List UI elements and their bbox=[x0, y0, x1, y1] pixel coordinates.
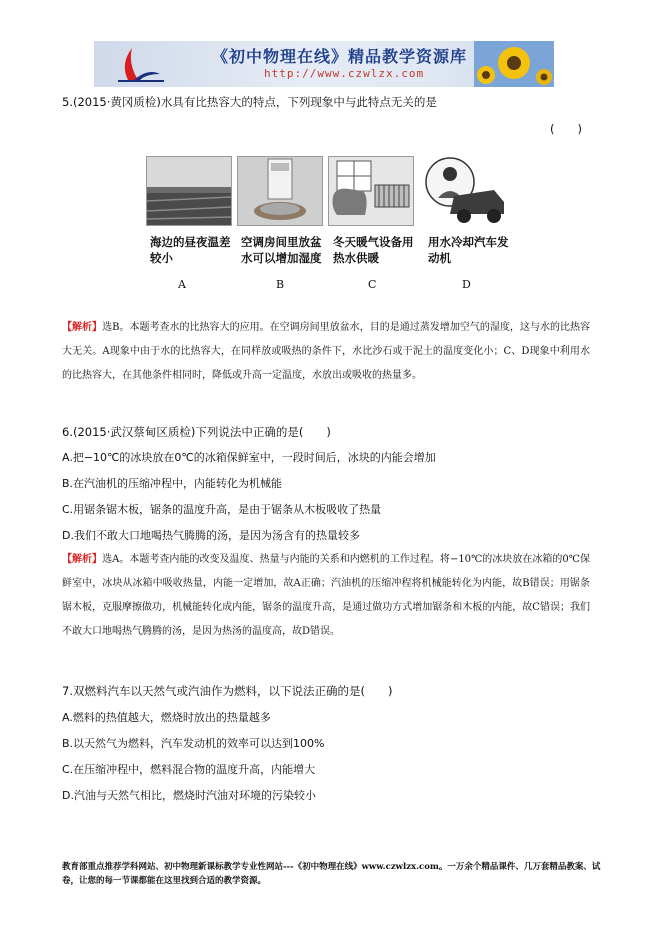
site-logo-icon bbox=[98, 44, 168, 84]
option-b-image bbox=[237, 156, 323, 226]
option-c-letter: C bbox=[368, 278, 377, 291]
option-d-image bbox=[424, 156, 508, 224]
explanation-tag: 【解析】 bbox=[62, 322, 103, 333]
answer-blank: ( ) bbox=[550, 122, 582, 136]
option-b-letter: B bbox=[276, 278, 285, 291]
question-5-stem: 5.(2015·黄冈质检)水具有比热容大的特点，下列现象中与此特点无关的是 bbox=[62, 95, 437, 109]
option-d-letter: D bbox=[462, 278, 471, 291]
option-c-image bbox=[328, 156, 414, 226]
question-7-option-d: D.汽油与天然气相比，燃烧时汽油对环境的污染较小 bbox=[62, 789, 316, 802]
banner-url[interactable]: http://www.czwlzx.com bbox=[264, 67, 425, 80]
question-6-stem: 6.(2015·武汉蔡甸区质检)下列说法中正确的是( ) bbox=[62, 425, 331, 439]
explanation-text: 选B。本题考查水的比热容大的应用。在空调房间里放盆水，目的是通过蒸发增加空气的湿度，这与水的比热容大无关。A现象中由于水的比热容大，在同样放或吸热的条件下，水比沙石或干泥土的温度变化小；C、D现象中利用水的比热容大，在其他条件相同时，降低或升高一定温度，水放出或吸收的热量多。 bbox=[62, 322, 591, 381]
explanation-text: 选A。本题考查内能的改变及温度、热量与内能的关系和内燃机的工作过程。将−10℃的冰块放在冰箱的0℃保鲜室中，冰块从冰箱中吸收热量，内能一定增加，故A正确；汽油机的压缩冲程将机械能转化为内能，故B错误；用锯条锯木板，克服摩擦做功，机械能转化成内能，锯条的温度升高，是通过做功方式增加锯条和木板的内能，故C错误；我们不敢大口地喝热气腾腾的汤，是因为热汤的温度高，故D错误。 bbox=[62, 554, 591, 637]
question-7-option-c: C.在压缩冲程中，燃料混合物的温度升高，内能增大 bbox=[62, 763, 316, 776]
question-7-stem: 7.双燃料汽车以天然气或汽油作为燃料，以下说法正确的是( ) bbox=[62, 684, 393, 698]
header-banner bbox=[94, 41, 554, 87]
option-d-caption: 用水冷却汽车发动机 bbox=[428, 235, 509, 265]
explanation-tag: 【解析】 bbox=[62, 554, 103, 565]
question-6-option-b: B.在汽油机的压缩冲程中，内能转化为机械能 bbox=[62, 477, 283, 490]
option-b-caption: 空调房间里放盆水可以增加湿度 bbox=[241, 235, 322, 265]
option-a-caption: 海边的昼夜温差较小 bbox=[150, 235, 231, 265]
option-a-image bbox=[146, 156, 232, 226]
question-6-option-a: A.把−10℃的冰块放在0℃的冰箱保鲜室中，一段时间后，冰块的内能会增加 bbox=[62, 451, 436, 464]
question-7-option-a: A.燃料的热值越大，燃烧时放出的热量越多 bbox=[62, 711, 271, 724]
banner-title: 《初中物理在线》精品教学资源库 bbox=[212, 47, 468, 66]
option-a-letter: A bbox=[178, 278, 186, 291]
question-6-option-d: D.我们不敢大口地喝热气腾腾的汤，是因为汤含有的热量较多 bbox=[62, 529, 360, 542]
sunflower-icon bbox=[474, 41, 554, 87]
page-footer: 教育部重点推荐学科网站、初中物理新课标教学专业性网站---《初中物理在线》www.czwlzx.com。一万余个精品课件、几万套精品教案、试卷，让您的每一节课都能在这里找到合适的教学资源。 bbox=[62, 862, 601, 886]
option-c-caption: 冬天暖气设备用热水供暖 bbox=[333, 235, 414, 265]
question-7-option-b: B.以天然气为燃料，汽车发动机的效率可以达到100% bbox=[62, 737, 325, 750]
question-6-explanation bbox=[62, 548, 590, 644]
question-5-explanation bbox=[62, 316, 590, 388]
question-6-option-c: C.用锯条锯木板，锯条的温度升高，是由于锯条从木板吸收了热量 bbox=[62, 503, 382, 516]
